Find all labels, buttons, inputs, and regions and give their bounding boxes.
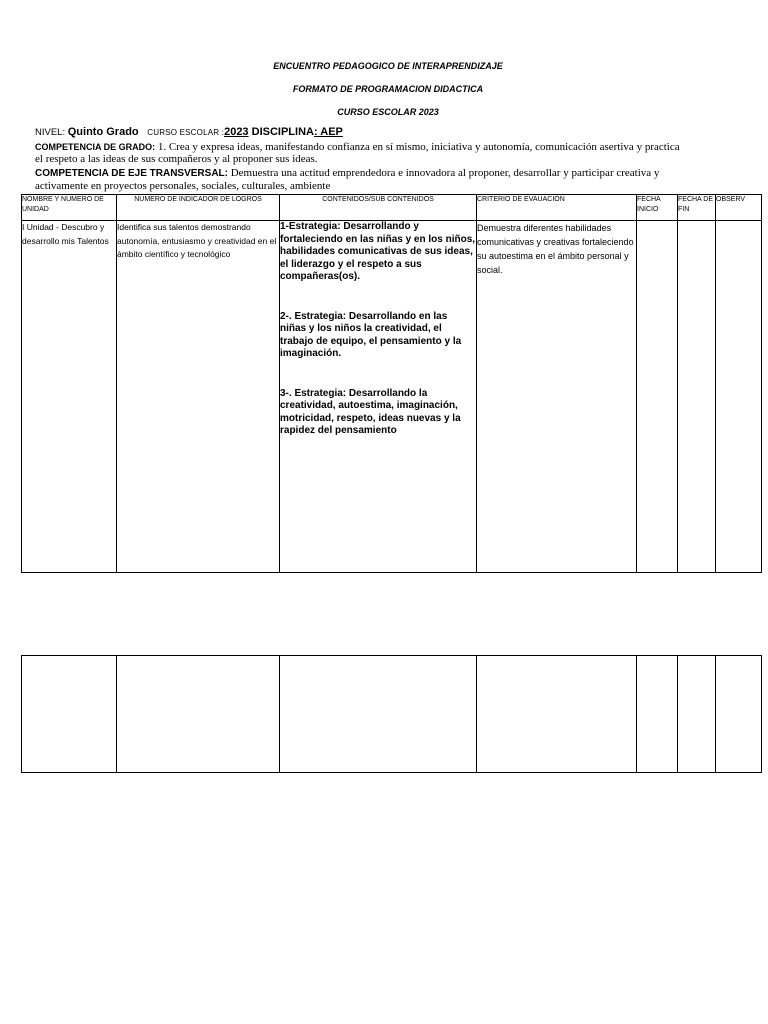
cell-contenidos <box>280 221 477 573</box>
meta-line <box>35 126 343 138</box>
table-row <box>22 656 762 773</box>
empty-cell <box>117 656 280 773</box>
nivel-value: Quinto Grado <box>67 126 139 138</box>
competencia-eje-label: COMPETENCIA DE EJE TRANSVERSAL: <box>35 168 228 179</box>
empty-cell <box>22 656 117 773</box>
table-header-row <box>22 195 762 221</box>
header-title-3: CURSO ESCOLAR 2023 <box>337 107 439 117</box>
nivel-label: NIVEL: <box>35 127 68 138</box>
cell-fecha-inicio <box>637 221 678 573</box>
estrategia-3: 3-. Estrategia: Desarrollando la creatividad, autoestima, imaginación, motricidad, respeto, ideas nuevas y la rapidez del pensamiento <box>280 387 461 436</box>
disciplina-label: DISCIPLINA <box>248 126 314 138</box>
disciplina-value: : AEP <box>313 126 343 138</box>
header-fecha-inicio: FECHA INICIO <box>637 195 678 221</box>
cell-observ <box>716 221 762 573</box>
header-title-1: ENCUENTRO PEDAGOGICO DE INTERAPRENDIZAJE <box>273 61 503 71</box>
header-indicador: NUMERO DE INDICADOR DE LOGROS <box>117 195 280 221</box>
curso-value: 2023 <box>224 126 249 138</box>
table-row <box>22 221 762 573</box>
empty-cell <box>477 656 637 773</box>
curso-label: CURSO ESCOLAR : <box>147 128 225 137</box>
competencia-grado-text: 1. Crea y expresa ideas, manifestando confianza en sí mismo, iniciativa y autonomía, comunicación asertiva y practica el respeto a las ideas de sus compañeros y al proponer sus ideas. <box>35 141 680 165</box>
cell-unidad: I Unidad - Descubro y desarrollo mis Talentos <box>22 221 117 573</box>
empty-cell <box>280 656 477 773</box>
programacion-table <box>21 194 762 573</box>
competencia-eje-text: Demuestra una actitud emprendedora e innovadora al proponer, desarrollar y participar creativa y activamente en proyectos personales, sociales, culturales, ambiente <box>35 167 660 192</box>
estrategia-1: 1-Estrategia: Desarrollando y fortaleciendo en las niñas y en los niños, habilidades comunicativas de sus ideas, el liderazgo y el respeto a sus compañeras(os). <box>280 221 476 282</box>
second-table <box>21 655 762 773</box>
empty-cell <box>678 656 716 773</box>
header-title-2: FORMATO DE PROGRAMACION DIDACTICA <box>292 84 484 94</box>
cell-criterio: Demuestra diferentes habilidades comunicativas y creativas fortaleciendo su autoestima en el ámbito personal y social. <box>477 221 637 573</box>
competencia-eje <box>35 167 685 193</box>
header-contenidos: CONTENIDOS/SUB CONTENIDOS <box>280 195 477 221</box>
cell-indicador: Identifica sus talentos demostrando autonomía, entusiasmo y creatividad en el ámbito científico y tecnológico <box>117 221 280 573</box>
header-criterio: CRITERIO DE EVAUACIÓN <box>477 195 637 221</box>
empty-cell <box>716 656 762 773</box>
estrategia-2: 2-. Estrategia: Desarrollando en las niñas y los niños la creatividad, el trabajo de equipo, el pensamiento y la imaginación. <box>280 310 462 359</box>
competencia-grado-label: COMPETENCIA DE GRADO: <box>35 142 156 152</box>
empty-cell <box>637 656 678 773</box>
header-fecha-fin: FECHA DE FIN <box>678 195 716 221</box>
header-observ: OBSERV <box>716 195 762 221</box>
header-unidad: NOMBRE Y NUMERO DE UNIDAD <box>22 195 117 221</box>
cell-fecha-fin <box>678 221 716 573</box>
competencia-grado <box>35 141 685 165</box>
